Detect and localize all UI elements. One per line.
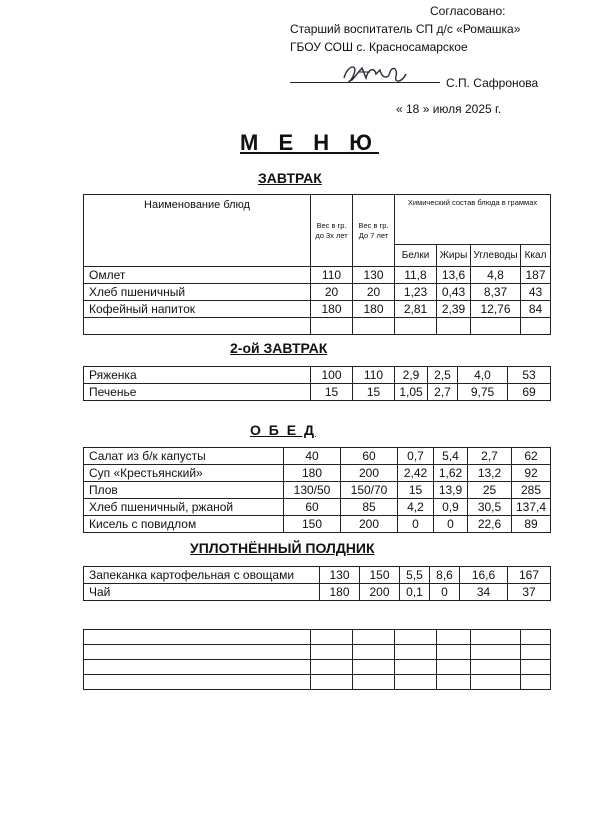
value-cell: 0,43 [437,284,471,301]
value-cell [437,660,471,675]
dish-name-cell [84,645,311,660]
header-kcal: Ккал [521,245,551,267]
value-cell: 2,39 [437,301,471,318]
value-cell: 2,7 [468,448,512,465]
value-cell: 137,4 [512,499,551,516]
value-cell: 92 [512,465,551,482]
breakfast-table [83,194,551,335]
second-breakfast-table [83,366,551,401]
value-cell [311,675,353,690]
table-row [84,516,551,533]
value-cell: 69 [508,384,551,401]
handwritten-signature [340,60,410,86]
value-cell [437,630,471,645]
value-cell: 130 [320,567,360,584]
value-cell [353,675,395,690]
dish-name-cell: Суп «Крестьянский» [84,465,284,482]
value-cell: 1,62 [434,465,468,482]
value-cell [437,318,471,335]
value-cell: 200 [341,516,398,533]
value-cell: 180 [284,465,341,482]
value-cell [437,645,471,660]
value-cell: 85 [341,499,398,516]
value-cell: 200 [341,465,398,482]
value-cell: 43 [521,284,551,301]
value-cell [311,645,353,660]
value-cell: 0,1 [400,584,430,601]
page-title: М Е Н Ю [240,130,379,155]
dish-name-cell: Хлеб пшеничный [84,284,311,301]
value-cell: 16,6 [460,567,508,584]
approval-date: « 18 » июля 2025 г. [396,102,502,116]
dish-name-cell [84,318,311,335]
value-cell: 62 [512,448,551,465]
table-row [84,367,551,384]
value-cell [471,660,521,675]
dish-name-cell [84,675,311,690]
dish-name-cell: Салат из б/к капусты [84,448,284,465]
value-cell: 0 [398,516,434,533]
dish-name-cell: Ряженка [84,367,311,384]
value-cell: 30,5 [468,499,512,516]
table-row [84,465,551,482]
value-cell: 11,8 [395,267,437,284]
value-cell [521,630,551,645]
header-dish-name: Наименование блюд [84,195,311,267]
value-cell: 187 [521,267,551,284]
section-heading-lunch: О Б Е Д [250,422,316,438]
value-cell: 60 [341,448,398,465]
value-cell: 60 [284,499,341,516]
value-cell: 285 [512,482,551,499]
value-cell [311,660,353,675]
value-cell [395,318,437,335]
value-cell [471,675,521,690]
value-cell: 53 [508,367,551,384]
value-cell: 25 [468,482,512,499]
value-cell: 2,81 [395,301,437,318]
table-row [84,567,551,584]
header-weight-3: Вес в гр. до 3х лет [311,195,353,267]
table-row [84,318,551,335]
value-cell: 100 [311,367,353,384]
value-cell: 34 [460,584,508,601]
value-cell [395,675,437,690]
value-cell [311,630,353,645]
table-row [84,645,551,660]
dish-name-cell [84,630,311,645]
value-cell: 4,8 [471,267,521,284]
value-cell: 110 [353,367,395,384]
value-cell [471,645,521,660]
value-cell: 2,9 [395,367,428,384]
header-protein: Белки [395,245,437,267]
value-cell: 5,5 [400,567,430,584]
value-cell: 180 [320,584,360,601]
value-cell: 110 [311,267,353,284]
value-cell: 0,7 [398,448,434,465]
value-cell: 84 [521,301,551,318]
value-cell [521,675,551,690]
value-cell: 13,9 [434,482,468,499]
blank-table [83,629,551,690]
dish-name-cell: Плов [84,482,284,499]
dish-name-cell: Омлет [84,267,311,284]
value-cell: 89 [512,516,551,533]
table-row [84,448,551,465]
table-row [84,267,551,284]
table-row [84,482,551,499]
value-cell: 1,23 [395,284,437,301]
value-cell [471,630,521,645]
value-cell: 2,42 [398,465,434,482]
value-cell [353,660,395,675]
table-row [84,584,551,601]
value-cell [521,318,551,335]
value-cell: 2,5 [428,367,458,384]
value-cell: 150 [284,516,341,533]
section-heading-second-breakfast: 2-ой ЗАВТРАК [230,340,328,356]
value-cell: 8,37 [471,284,521,301]
value-cell: 15 [353,384,395,401]
value-cell: 167 [508,567,551,584]
value-cell: 13,6 [437,267,471,284]
value-cell: 2,7 [428,384,458,401]
snack-table [83,566,551,601]
dish-name-cell: Кофейный напиток [84,301,311,318]
value-cell [471,318,521,335]
table-row [84,499,551,516]
value-cell: 4,0 [458,367,508,384]
value-cell [395,630,437,645]
value-cell: 22,6 [468,516,512,533]
dish-name-cell: Кисель с повидлом [84,516,284,533]
header-fat: Жиры [437,245,471,267]
table-row [84,384,551,401]
approval-heading: Согласовано: [430,4,506,18]
signer-name: С.П. Сафронова [446,76,539,90]
dish-name-cell: Хлеб пшеничный, ржаной [84,499,284,516]
value-cell: 4,2 [398,499,434,516]
value-cell [353,645,395,660]
table-row [84,630,551,645]
value-cell: 200 [360,584,400,601]
section-heading-breakfast: ЗАВТРАК [258,170,322,186]
value-cell: 37 [508,584,551,601]
value-cell [437,675,471,690]
section-heading-snack: УПЛОТНЁННЫЙ ПОЛДНИК [190,540,375,556]
value-cell: 13,2 [468,465,512,482]
value-cell: 180 [311,301,353,318]
value-cell: 9,75 [458,384,508,401]
value-cell [311,318,353,335]
table-row [84,284,551,301]
value-cell: 0 [430,584,460,601]
dish-name-cell: Печенье [84,384,311,401]
value-cell: 130/50 [284,482,341,499]
value-cell: 130 [353,267,395,284]
value-cell: 40 [284,448,341,465]
value-cell [521,645,551,660]
value-cell: 20 [311,284,353,301]
header-carbs: Углеводы [471,245,521,267]
approval-position: Старший воспитатель СП д/с «Ромашка» [290,22,521,36]
value-cell: 1,05 [395,384,428,401]
value-cell: 8,6 [430,567,460,584]
approval-organization: ГБОУ СОШ с. Красносамарское [290,40,468,54]
table-row [84,675,551,690]
value-cell: 12,76 [471,301,521,318]
table-row [84,660,551,675]
dish-name-cell [84,660,311,675]
value-cell [521,660,551,675]
value-cell [353,630,395,645]
value-cell [353,318,395,335]
value-cell [395,660,437,675]
value-cell: 180 [353,301,395,318]
table-row [84,301,551,318]
header-weight-7: Вес в гр. До 7 лет [353,195,395,267]
value-cell: 15 [311,384,353,401]
value-cell: 150/70 [341,482,398,499]
value-cell: 5,4 [434,448,468,465]
dish-name-cell: Запеканка картофельная с овощами [84,567,320,584]
value-cell: 20 [353,284,395,301]
dish-name-cell: Чай [84,584,320,601]
value-cell [395,645,437,660]
value-cell: 15 [398,482,434,499]
header-chemical: Химический состав блюда в граммах [395,195,551,245]
value-cell: 0,9 [434,499,468,516]
value-cell: 150 [360,567,400,584]
lunch-table [83,447,551,533]
value-cell: 0 [434,516,468,533]
